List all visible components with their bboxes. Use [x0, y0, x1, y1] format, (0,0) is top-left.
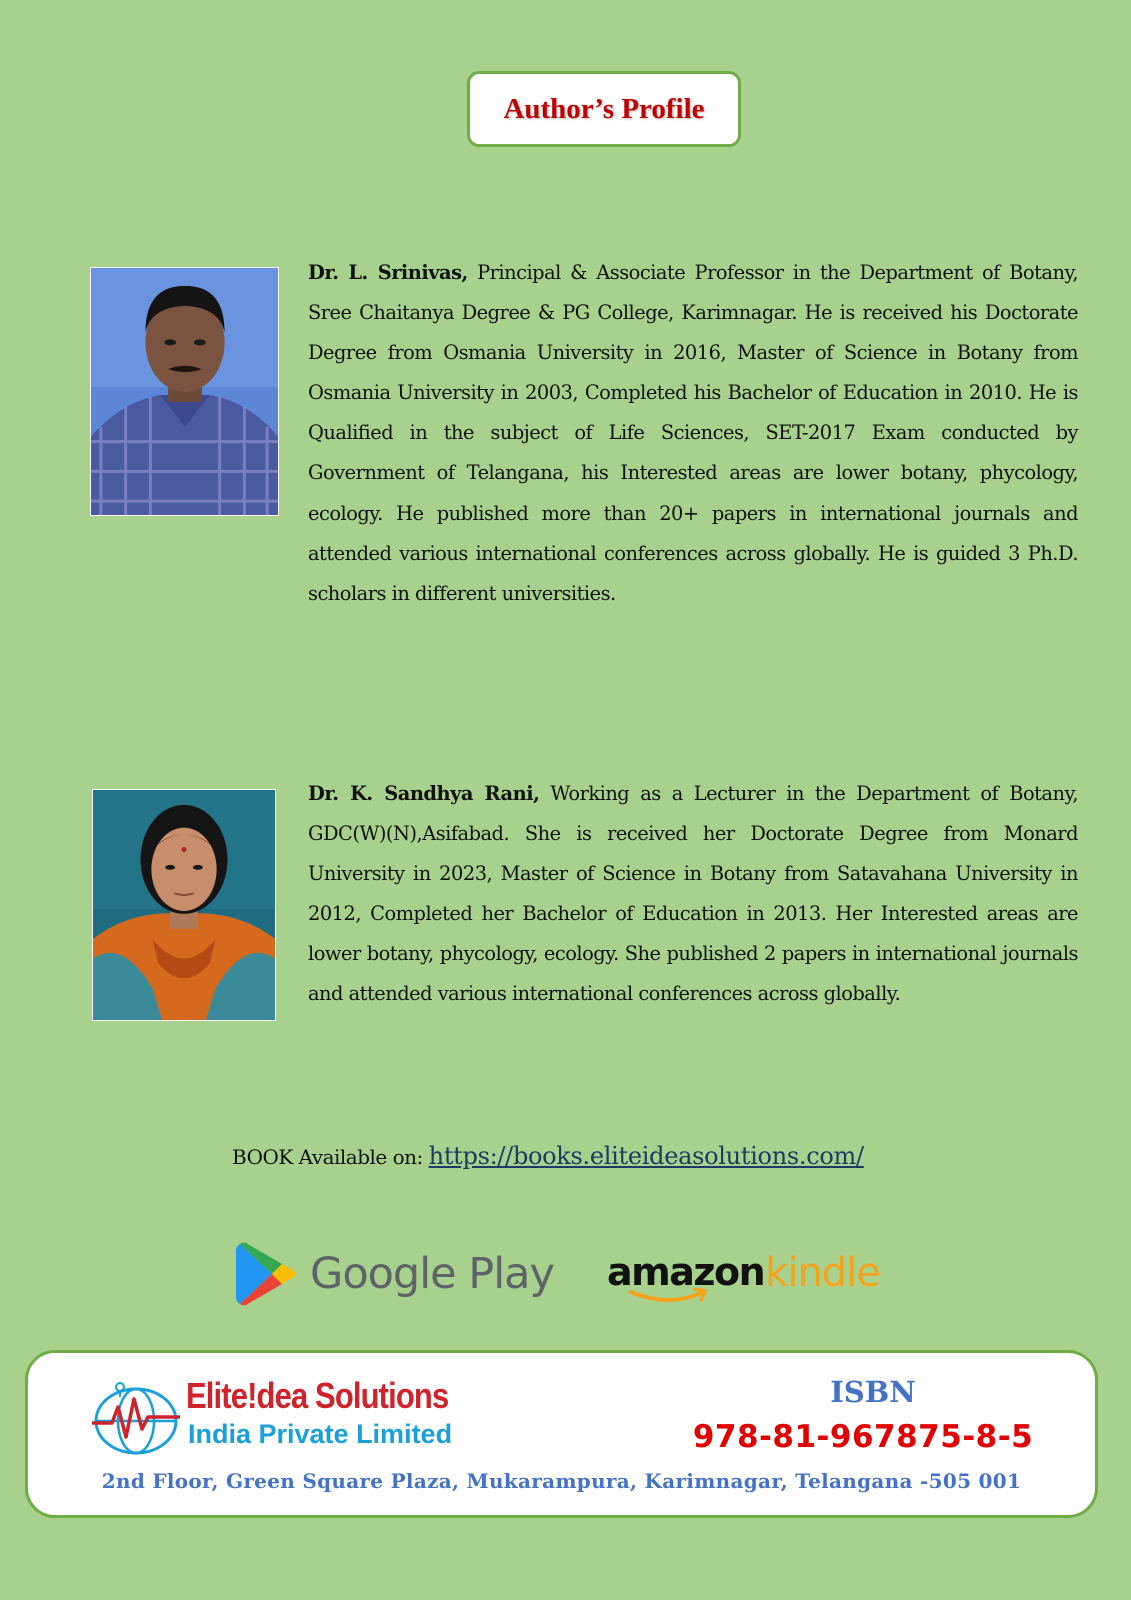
isbn-number: 978-81-967875-8-5: [692, 1419, 1034, 1455]
amazon-kindle-badge[interactable]: [607, 1250, 880, 1310]
author-1-bio: [308, 253, 1078, 614]
books-website-link[interactable]: https://books.eliteideasolutions.com/: [428, 1142, 864, 1170]
book-availability: [232, 1142, 864, 1170]
isbn-label: ISBN: [830, 1375, 916, 1409]
kindle-label: kindle: [765, 1250, 880, 1296]
google-play-label: Google Play: [310, 1249, 554, 1299]
amazon-logo: [607, 1250, 764, 1294]
author-1-photo: [90, 267, 279, 516]
publisher-name: Elite!dea Solutions: [186, 1375, 449, 1416]
google-play-icon: [236, 1242, 296, 1306]
publisher-box: [25, 1350, 1098, 1518]
publisher-subtitle: India Private Limited: [188, 1419, 453, 1449]
author-2-bio-text: Working as a Lecturer in the Department of Botany, GDC(W)(N),Asifabad. She is received her Doctorate Degree from Monard University in 2023, Master of Science in Botany from Satavahana University in 2012, Completed her Bachelor of Education in 2013. Her Interested areas are lower botany, phycology, ecology. She published 2 papers in international journals and attended various international conferences across globally.: [308, 782, 1078, 1006]
publisher-address: 2nd Floor, Green Square Plaza, Mukarampura, Karimnagar, Telangana -505 001: [101, 1469, 1022, 1493]
author-2-bio: [308, 774, 1078, 1015]
author-2-name: Dr. K. Sandhya Rani,: [308, 782, 540, 805]
elite-idea-logo-icon: [90, 1377, 182, 1457]
page-title: Author’s Profile: [503, 92, 705, 125]
amazon-label: amazon: [607, 1250, 765, 1294]
author-1-name: Dr. L. Srinivas,: [308, 261, 468, 284]
availability-label: BOOK Available on:: [232, 1145, 429, 1169]
author-2-photo: [92, 789, 276, 1021]
google-play-badge[interactable]: [236, 1240, 558, 1308]
title-box: [467, 71, 741, 147]
amazon-smile-icon: [629, 1288, 709, 1306]
author-1-bio-text: Principal & Associate Professor in the Department of Botany, Sree Chaitanya Degree & PG College, Karimnagar. He is received his Doctorate Degree from Osmania University in 2016, Master of Science in Botany from Osmania University in 2003, Completed his Bachelor of Education in 2010. He is Qualified in the subject of Life Sciences, SET-2017 Exam conducted by Government of Telangana, his Interested areas are lower botany, phycology, ecology. He published more than 20+ papers in international journals and attended various international conferences across globally. He is guided 3 Ph.D. scholars in different universities.: [308, 261, 1078, 605]
